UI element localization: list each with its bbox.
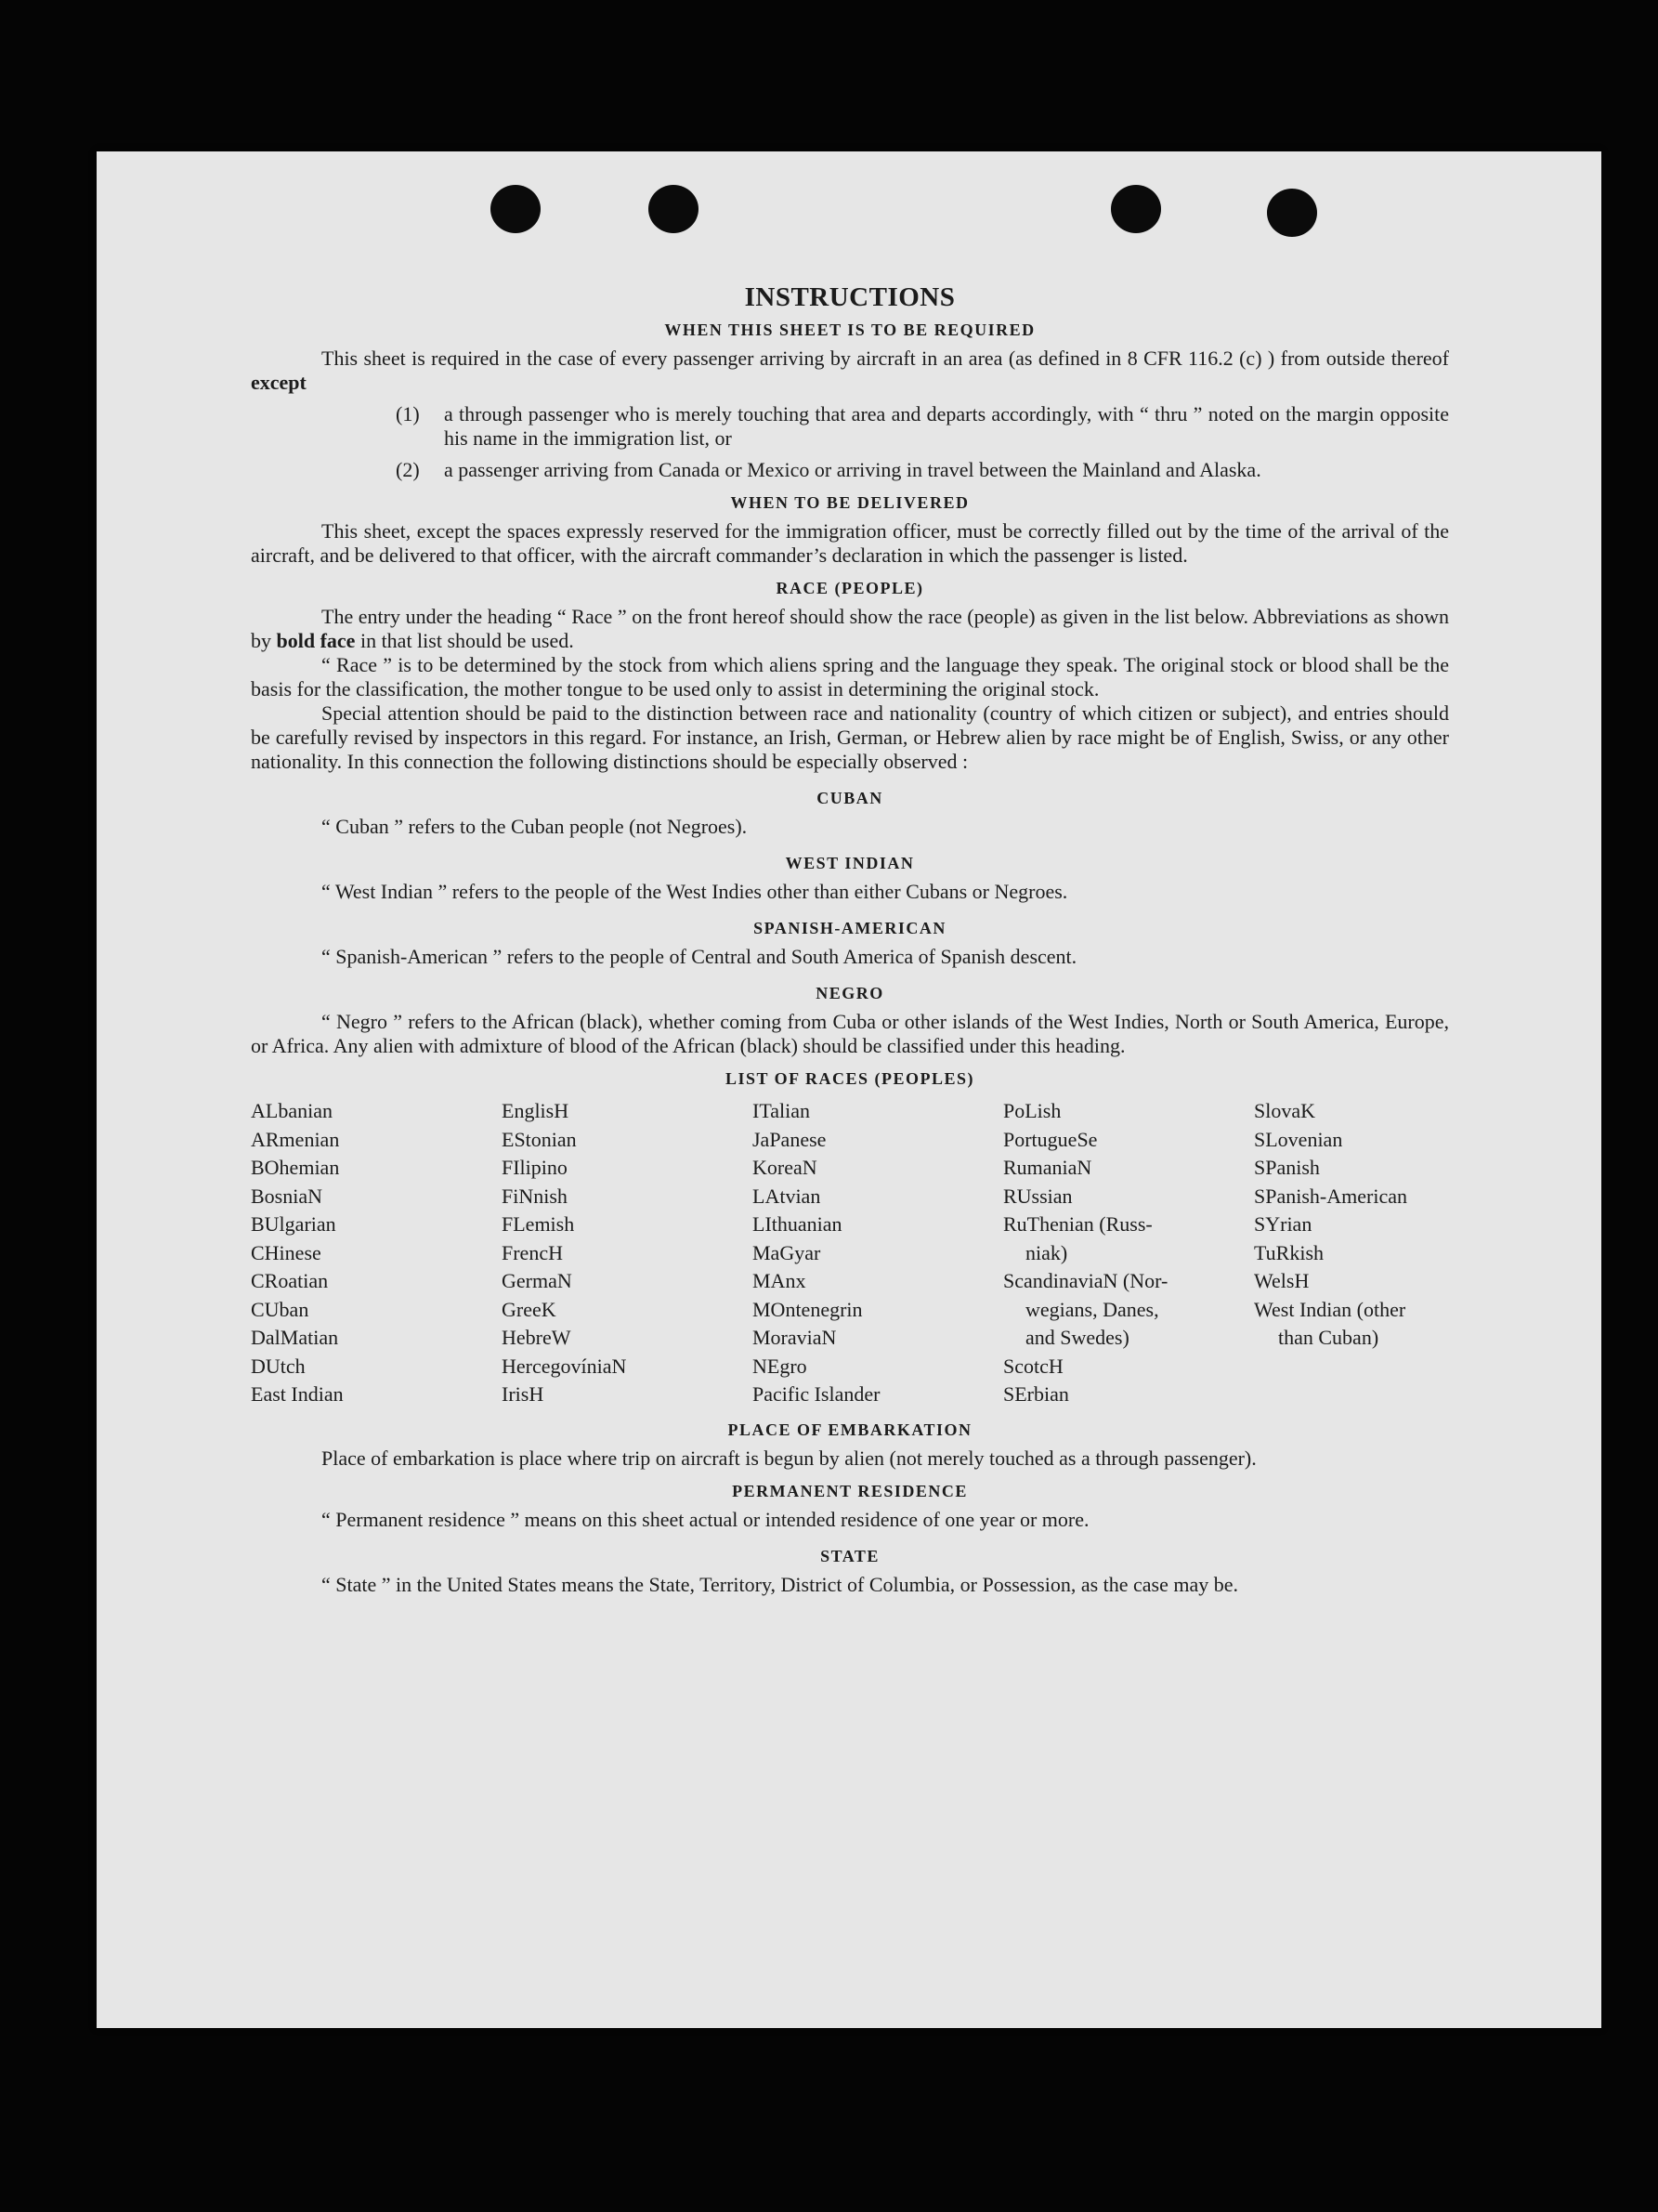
section-heading: PERMANENT RESIDENCE — [732, 1481, 968, 1500]
paragraph: Place of embarkation is place where trip on aircraft is begun by alien (not merely touched as a through passenger). — [321, 1446, 1257, 1470]
race-entry: West Indian (other — [1254, 1297, 1406, 1321]
paragraph: The entry under the heading “ Race ” on the front hereof should show the race (people) as given in the list below. Abbreviations as shown by bold face in that list should be used. — [251, 605, 1449, 652]
race-entry: JaPanese — [752, 1127, 827, 1151]
section-heading: WEST INDIAN — [785, 854, 915, 872]
race-entry: BOhemian — [251, 1156, 340, 1179]
race-entry: CUban — [251, 1297, 309, 1321]
race-entry: HercegovíniaN — [502, 1354, 627, 1378]
paragraph: Special attention should be paid to the distinction between race and nationality (country of which citizen or subject), and entries should be carefully revised by inspectors in this regard. For instance, an Irish, German, or Hebrew alien by race might be of English, Swiss, or any other nationality. In this connection the following distinctions should be especially observed : — [251, 701, 1449, 773]
race-entry: SLovenian — [1254, 1127, 1343, 1151]
race-entry: SPanish-American — [1254, 1184, 1407, 1208]
race-entry: ALbanian — [251, 1099, 333, 1122]
races-column-1 — [251, 1097, 502, 1409]
paragraph: “ Permanent residence ” means on this sheet actual or intended residence of one year or more. — [321, 1507, 1090, 1531]
race-entry: SYrian — [1254, 1212, 1312, 1236]
race-entry: Pacific Islander — [752, 1382, 881, 1406]
race-entry: PoLish — [1003, 1099, 1062, 1122]
instructions-content — [251, 276, 1449, 1597]
race-entry: ARmenian — [251, 1127, 340, 1151]
race-entry: BUlgarian — [251, 1212, 336, 1236]
race-entry: IrisH — [502, 1382, 544, 1406]
race-entry: DUtch — [251, 1354, 306, 1378]
race-entry: ScandinaviaN (Nor- — [1003, 1269, 1168, 1292]
race-entry: FrencH — [502, 1240, 563, 1264]
race-entry: GreeK — [502, 1297, 556, 1321]
race-entry: EStonian — [502, 1127, 577, 1151]
section-heading: NEGRO — [816, 984, 884, 1002]
race-entry: East Indian — [251, 1382, 344, 1406]
document-sheet — [97, 151, 1601, 2028]
race-entry: MAnx — [752, 1269, 806, 1292]
race-entry: MoraviaN — [752, 1326, 837, 1349]
race-entry: TuRkish — [1254, 1240, 1325, 1264]
race-entry: SPanish — [1254, 1156, 1320, 1179]
race-entry: NEgro — [752, 1354, 807, 1378]
paragraph: This sheet is required in the case of every passenger arriving by aircraft in an area (as defined in 8 CFR 116.2 (c) ) from outside thereof except — [251, 347, 1449, 394]
section-heading: WHEN TO BE DELIVERED — [730, 493, 970, 512]
section-heading: LIST OF RACES (PEOPLES) — [725, 1069, 975, 1088]
race-entry: ScotcH — [1003, 1354, 1064, 1378]
race-entry: than Cuban) — [1278, 1326, 1379, 1349]
race-entry: HebreW — [502, 1326, 571, 1349]
race-entry: PortugueSe — [1003, 1127, 1098, 1151]
race-entry: DalMatian — [251, 1326, 339, 1349]
race-entry: BosniaN — [251, 1184, 322, 1208]
paragraph: “ Cuban ” refers to the Cuban people (not Negroes). — [321, 815, 748, 838]
punch-hole — [1111, 185, 1161, 233]
paragraph: “ Spanish-American ” refers to the people of Central and South America of Spanish descent. — [321, 945, 1077, 968]
race-entry: CHinese — [251, 1240, 321, 1264]
race-entry: EnglisH — [502, 1099, 569, 1122]
races-column-4 — [1003, 1097, 1254, 1409]
race-entry: KoreaN — [752, 1156, 817, 1179]
race-entry: GermaN — [502, 1269, 572, 1292]
section-heading: RACE (PEOPLE) — [776, 579, 924, 597]
race-entry: FIlipino — [502, 1156, 568, 1179]
race-entry: LIthuanian — [752, 1212, 842, 1236]
punch-hole — [648, 185, 698, 233]
race-entry: FiNnish — [502, 1184, 568, 1208]
list-item: (2) a passenger arriving from Canada or Mexico or arriving in travel between the Mainland and Alaska. — [396, 458, 1261, 481]
race-entry: SErbian — [1003, 1382, 1069, 1406]
races-column-2 — [502, 1097, 752, 1409]
race-entry: CRoatian — [251, 1269, 329, 1292]
race-entry: FLemish — [502, 1212, 575, 1236]
section-heading: PLACE OF EMBARKATION — [727, 1420, 973, 1439]
race-entry: MOntenegrin — [752, 1297, 863, 1321]
section-heading: CUBAN — [816, 789, 883, 807]
section-heading: WHEN THIS SHEET IS TO BE REQUIRED — [664, 321, 1036, 339]
race-entry: LAtvian — [752, 1184, 821, 1208]
race-entry: and Swedes) — [1025, 1326, 1129, 1349]
paragraph: “ Negro ” refers to the African (black), whether coming from Cuba or other islands of the West Indies, North or South America, Europe, or Africa. Any alien with admixture of blood of the African (black) should be classified under this heading. — [251, 1010, 1449, 1057]
races-column-3 — [752, 1097, 1003, 1409]
race-entry: RUssian — [1003, 1184, 1073, 1208]
list-item: (1) a through passenger who is merely touching that area and departs accordingly, with “ thru ” noted on the margin opposite his name in the immigration list, or — [396, 402, 1449, 450]
paragraph: “ Race ” is to be determined by the stock from which aliens spring and the language they speak. The original stock or blood shall be the basis for the classification, the mother tongue to be used only to assist in determining the original stock. — [251, 653, 1449, 700]
paragraph: This sheet, except the spaces expressly reserved for the immigration officer, must be correctly filled out by the time of the arrival of the aircraft, and be delivered to that officer, with the aircraft commander’s declaration in which the passenger is listed. — [251, 519, 1449, 567]
paragraph: “ West Indian ” refers to the people of the West Indies other than either Cubans or Negroes. — [321, 880, 1068, 903]
races-column-5 — [1254, 1097, 1505, 1409]
race-entry: RuThenian (Russ- — [1003, 1212, 1153, 1236]
race-entry: ITalian — [752, 1099, 810, 1122]
race-entry: RumaniaN — [1003, 1156, 1092, 1179]
race-entry: wegians, Danes, — [1025, 1297, 1159, 1321]
races-list — [251, 1097, 1449, 1409]
paragraph: “ State ” in the United States means the State, Territory, District of Columbia, or Possession, as the case may be. — [321, 1572, 1239, 1596]
page-title: INSTRUCTIONS — [744, 282, 956, 312]
race-entry: SlovaK — [1254, 1099, 1315, 1122]
section-heading: STATE — [820, 1546, 880, 1565]
section-heading: SPANISH-AMERICAN — [753, 919, 946, 937]
punch-hole — [1267, 189, 1317, 237]
race-entry: MaGyar — [752, 1240, 821, 1264]
race-entry: niak) — [1025, 1240, 1068, 1264]
punch-hole — [490, 185, 541, 233]
race-entry: WelsH — [1254, 1269, 1310, 1292]
